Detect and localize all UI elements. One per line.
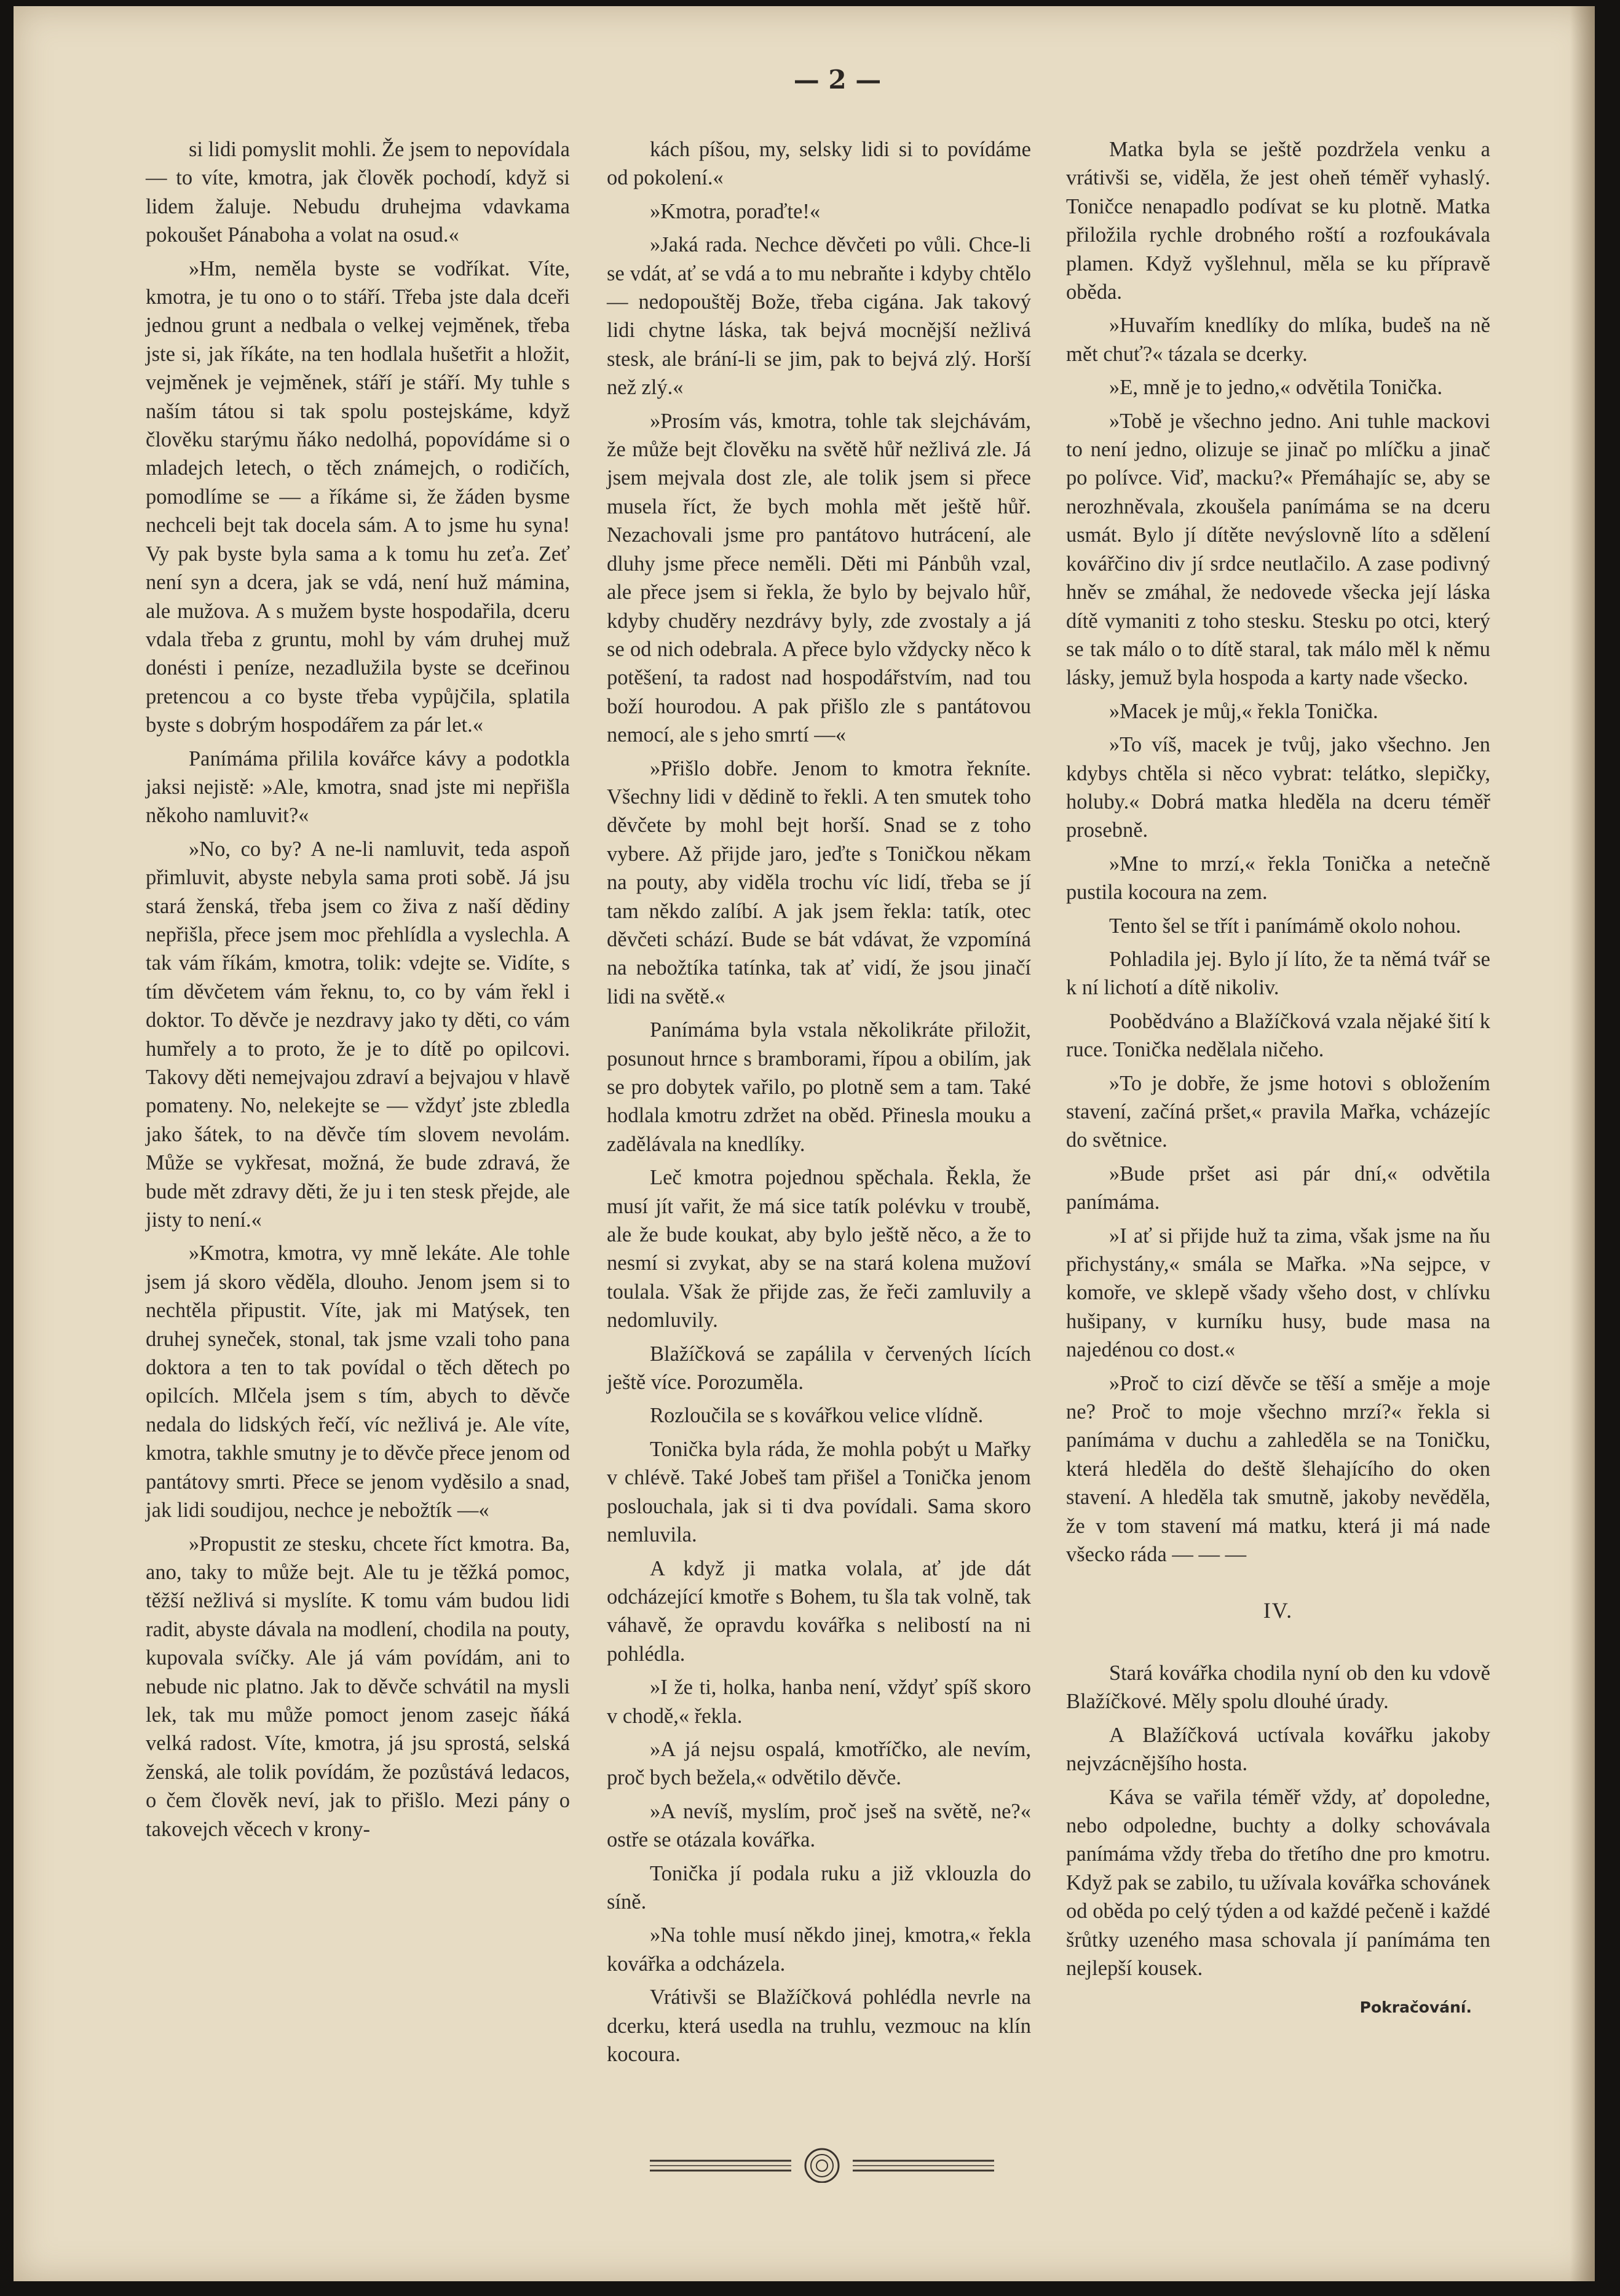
paragraph: Tento šel se třít i panímámě okolo nohou. <box>1109 914 1461 938</box>
paragraph: Panímáma přilila kovářce kávy a podotkla jaksi nejistě: »Ale, kmotra, snad jste mi nepřišla někoho namluvit?« <box>146 746 570 828</box>
ornament-circle-middle <box>811 2155 833 2177</box>
paragraph: »I že ti, holka, hanba není, vždyť spíš skoro v chodě,« řekla. <box>607 1676 1031 1728</box>
paragraph: »No, co by? A ne-li namluvit, teda aspoň přimluvit, abyste nebyla sama proti sobě. Já jsu stará ženská, třeba jsem co živa z naší dědiny nepřišla, přece jsem moc přehlídla a vyslechla. A tak vám říkám, kmotra, tolik: vdejte se. Vidíte, s tím děvčetem vám řeknu, to, co by vám řekl i doktor. To děvče je nezdravy jako ty děti, co vám humřely a to proto, že je to dítě po opilcovi. Takovy děti nemejvajou zdraví a bejvajou v hlavě pomateny. No, nelekejte se — vždyť jste zbledla jako šátek, to na děvče tím slovem nevolám. Může se vykřesat, možná, že bude zdravá, že bude mět zdravy děti, že ju i ten stesk přejde, ale jisty to není.« <box>146 837 570 1232</box>
column-3-main-text <box>1066 135 1490 1569</box>
paragraph: Panímáma byla vstala několikráte přiložit, posunout hrnce s bramborami, řípou a obilím, jak se pro dobytek vařilo, po plotně sem a tam. Také hodlala kmotru zdržet na oběd. Přinesla mouku a zadělávala na knedlíky. <box>607 1018 1031 1156</box>
paragraph: »Kmotra, kmotra, vy mně lekáte. Ale tohle jsem já skoro věděla, dlouho. Jenom jsem si to nechtěla připustit. Víte, jak mi Matýsek, ten druhej syneček, stonal, tak jsme vzali toho pana doktora a ten to tak povídal o těch dětech po opilcích. Mlčela jsem s tím, abych to děvče nedala do lidských řečí, víc nežlivá je. Ale víte, kmotra, takhle smutny je to děvče přece jenom od pantátovy smrti. Přece se jenom vyděsilo a snad, jak lidi soudijou, nechce je nebožtík —« <box>146 1241 570 1522</box>
paragraph: »A já nejsu ospalá, kmotříčko, ale nevím, proč bych bežela,« odvětilo děvče. <box>607 1737 1031 1790</box>
section-heading: IV. <box>1263 1597 1294 1623</box>
paragraph: »Huvařím knedlíky do mlíka, budeš na ně mět chuť?« tázala se dcerky. <box>1066 314 1490 366</box>
paragraph: »E, mně je to jedno,« odvětila Tonička. <box>1109 376 1443 400</box>
paragraph: »Proč to cizí děvče se těší a směje a moje ne? Proč to moje všechno mrzí?« řekla si panímáma v duchu a zahleděla se na Toničku, která hleděla do deště šlehajícího do oken stavení. A hleděla tak smutně, jakoby nevěděla, že v tom stavení má matku, která ji má nade všecko ráda — — — <box>1066 1371 1490 1567</box>
paragraph: »Macek je můj,« řekla Tonička. <box>1109 699 1378 723</box>
paragraph: »Kmotra, poraďte!« <box>650 199 821 223</box>
paragraph: »Přišlo dobře. Jenom to kmotra řekníte. Všechny lidi v dědině to řekli. A ten smutek toho děvčete by mohl bejt horší. Snad se z toho vybere. Až přijde jaro, jeďte s Toničkou někam na pouty, aby viděla trochu víc lidí, třeba se jí tam někdo zalíbí. A jak jsem řekla: tatík, otec děvčeti schází. Bude se bát vdávat, že vzpomíná na nebožtíka tatínka, tak ať vidí, že jsou jinačí lidi na světě.« <box>607 756 1031 1008</box>
ornament-circle-inner <box>816 2160 828 2171</box>
paragraph: Rozloučila se s kovářkou velice vlídně. <box>650 1404 984 1428</box>
paragraph: »Jaká rada. Nechce děvčeti po vůli. Chce-li se vdát, ať se vdá a to mu nebraňte i kdyby chtělo — nedopouštěj Bože, třeba cigána. Jak takový lidi chytne láska, tak bejvá mocnější nežlivá stesk, ale brání-li se jim, pak to bejvá zlý. Horší než zlý.« <box>607 233 1031 400</box>
paragraph: Vrátivši se Blažíčková pohlédla nevrle na dcerku, která usedla na truhlu, vezmouc na klín kocoura. <box>607 1985 1031 2066</box>
paragraph: »Prosím vás, kmotra, tohle tak slejchávám, že může bejt člověku na světě hůř nežlivá zle. Já jsem mejvala dost zle, ale tolik jsem si přece musela říct, že bych mohla mět ještě hůř. Nezachovali jsme pro pantátovo hutrácení, ale dluhy jsme přece neměli. Děti mi Pánbůh vzal, ale přece jsem si řekla, že bylo by bejvalo hůř, kdyby chuděry nezdrávy byly, zde zvostaly a já se od nich odebrala. A přece bylo vždycky něco k potěšení, ta radost nad hospodářstvím, nad tou boží hourodou. A pak přišlo zle s pantátovou nemocí, ale s jeho smrtí —« <box>607 409 1031 747</box>
paragraph: »Mne to mrzí,« řekla Tonička a netečně pustila kocoura na zem. <box>1066 852 1490 905</box>
column-3-section-text <box>1066 1659 1490 1982</box>
page-spine-shadow <box>1570 6 1595 2281</box>
page-number: — 2 — <box>793 65 882 95</box>
paragraph: »Bude pršet asi pár dní,« odvětila panímáma. <box>1066 1162 1490 1214</box>
newspaper-page <box>14 6 1595 2281</box>
paragraph: »To je dobře, že jsme hotovi s obložením stavení, začíná pršet,« pravila Mařka, vcházejíc do světnice. <box>1066 1071 1490 1152</box>
paragraph: A Blažíčková uctívala kovářku jakoby nejvzácnějšího hosta. <box>1066 1723 1490 1776</box>
paragraph: si lidi pomyslit mohli. Že jsem to nepovídala — to víte, kmotra, jak člověk pochodí, když si lidem žaluje. Nebudu druhejma vdavkama pokoušet Pánaboha a volat na osud.« <box>146 138 570 247</box>
text-column-1 <box>146 135 570 1848</box>
paragraph: »A nevíš, myslím, proč jseš na světě, ne?« ostře se otázala kovářka. <box>607 1799 1031 1852</box>
text-column-3 <box>1066 135 1490 2022</box>
paragraph: »I ať si přijde huž ta zima, však jsme na ňu přichystány,« smála se Mařka. »Na sejpce, v komoře, ve sklepě všady všeho dost, v chlívku hušipany, v kurníku husy, bude masa na najedénou co dost.« <box>1066 1224 1490 1362</box>
paragraph: »Tobě je všechno jedno. Ani tuhle mackovi to není jedno, olizuje se jinač po mlíčku a jinač po polívce. Viď, macku?« Přemáhajíc se, aby se nerozhněvala, zkoušela panímáma se na dceru usmát. Bylo jí dítěte nevýslovně líto a sdělení kovářčino div jí srdce neutlačilo. A zase podivný hněv se zmáhal, že nedovede všecka její láska dítě vymaniti z toho stesku. Stesku po otci, který se tak málo o to dítě staral, tak málo měl k němu lásky, jemuž byla hospoda a karty nade všecko. <box>1066 409 1490 690</box>
paragraph: »To víš, macek je tvůj, jako všechno. Jen kdybys chtěla si něco vybrat: telátko, slepičky, holuby.« Dobrá matka hleděla na dceru téměř prosebně. <box>1066 733 1490 842</box>
paragraph: A když ji matka volala, ať jde dát odcházející kmotře s Bohem, tu šla tak volně, tak váhavě, že opravdu kovářka s nelibostí na ni pohlédla. <box>607 1556 1031 1666</box>
paragraph: Káva se vařila téměř vždy, ať dopoledne, nebo odpoledne, buchty a dolky schovávala panímáma vždy třeba do třetího dne pro kmotru. Když pak se zabilo, tu užívala kovářka schovánek od oběda po celý týden a od každé pečeně i každé šrůtky uzeného masa schovala jí panímáma ten nejlepší kousek. <box>1066 1785 1490 1980</box>
paragraph: »Hm, neměla byste se vodříkat. Víte, kmotra, je tu ono o to stáří. Třeba jste dala dceři jednou grunt a nedbala o velkej vejměnek, třeba jste si, jak říkáte, na ten hodlala hušetřit a hložit, vejměnek je vejměnek, stáří je stáří. My tuhle s naším tátou si tak spolu postejskáme, když člověku starýmu ňáko nedolhá, popovídáme si o mladejch letech, o těch známejch, o rodičích, pomodlíme se — a říkáme si, že žáden bysme nechceli bejt tak docela sám. A to jsme hu syna! Vy pak byste byla sama a k tomu hu zeťa. Zeť není syn a dcera, jak se vdá, není huž mámina, ale mužova. A s mužem byste hospodařila, dceru vdala třeba z gruntu, mohl by vám druhej muž donésti i peníze, nezadlužila byste se dceřinou pretencou a co byste třeba vypůjčila, splatila byste s dobrým hospodářem za pár let.« <box>146 256 570 737</box>
paragraph: kách píšou, my, selsky lidi si to povídáme od pokolení.« <box>607 138 1031 190</box>
paragraph: Tonička byla ráda, že mohla pobýt u Mařky v chlévě. Také Jobeš tam přišel a Tonička jenom poslouchala, jak si ti dva povídali. Sama skoro nemluvila. <box>607 1437 1031 1547</box>
paragraph: »Propustit ze stesku, chcete říct kmotra. Ba, ano, taky to může bejt. Ale tu je těžká pomoc, těžší nežlivá si myslíte. K tomu vám budou lidi radit, abyste dávala na modlení, chodila na pouty, kupovala svíčky. Ale já vám povídám, ani to nebude nic platno. Jak to děvče schvátil na mysli lek, tak mu může pomoct jenom zasejc ňáká velká radost. Víte, kmotra, já jsu sprostá, selská ženská, ale tolik povídám, že pozůstává ledacos, o čem člověk neví, jak to přišlo. Mezi pány o takovejch věcech v krony- <box>146 1532 570 1841</box>
paragraph: Poobědváno a Blažíčková vzala nějaké šití k ruce. Tonička nedělala ničeho. <box>1066 1009 1490 1062</box>
paragraph: Leč kmotra pojednou spěchala. Řekla, že musí jít vařit, že má sice tatík polévku v troubě, ale že bude koukat, aby bylo ještě něco, a že to nesmí si zvykat, aby se na stará kolena mužoví toulala. Však že přijde zas, že řeči zamluvily a nedomluvily. <box>607 1166 1031 1332</box>
ornament-divider <box>650 2146 994 2183</box>
paragraph: Stará kovářka chodila nyní ob den ku vdově Blažíčkové. Měly spolu dlouhé úrady. <box>1066 1661 1490 1714</box>
paragraph: Pohladila jej. Bylo jí líto, že ta němá tvář se k ní lichotí a dítě nikoliv. <box>1066 947 1490 1000</box>
paragraph: Blažíčková se zapálila v červených lících ještě více. Porozuměla. <box>607 1342 1031 1395</box>
text-column-2 <box>607 135 1031 2073</box>
paragraph: Matka byla se ještě pozdržela venku a vrátivši se, viděla, že jest oheň téměř vyhaslý. Toničce nenapadlo podívat se ku plotně. Matka přiložila rychle drobného roští a rozfoukávala plamen. Když vyšlehnul, měla se ku přípravě oběda. <box>1066 138 1490 304</box>
paragraph: »Na tohle musí někdo jinej, kmotra,« řekla kovářka a odcházela. <box>607 1923 1031 1976</box>
continued-label: Pokračování. <box>1359 1998 1472 2017</box>
paragraph: Tonička jí podala ruku a již vklouzla do síně. <box>607 1861 1031 1914</box>
